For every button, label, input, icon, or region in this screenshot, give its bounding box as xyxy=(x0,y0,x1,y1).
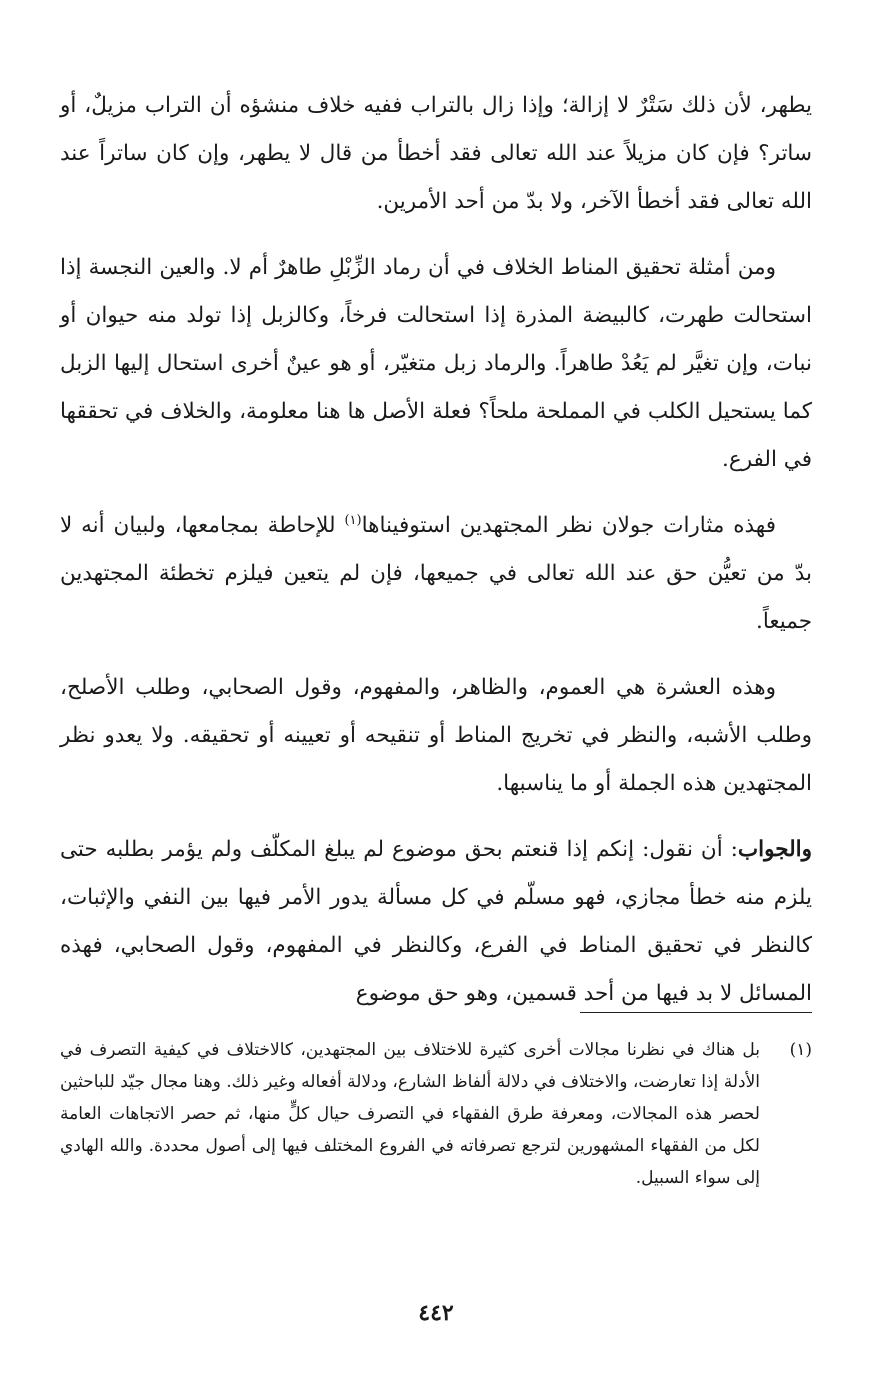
book-page xyxy=(60,82,812,1372)
paragraph-2: ومن أمثلة تحقيق المناط الخلاف في أن رماد الزِّبْلِ طاهرٌ أم لا. والعين النجسة إذا استحالت طهرت، كالبيضة المذرة إذا استحالت فرخاً، وكالزبل إذا تولد منه حيوان أو نبات، وإن تغيَّر لم يَعُدْ طاهراً. والرماد زبل متغيّر، أو هو عينٌ أخرى استحال إليها الزبل كما يستحيل الكلب في المملحة ملحاً؟ فعلة الأصل ها هنا معلومة، والخلاف في تحققها في الفرع. xyxy=(60,255,812,472)
paragraph-3 xyxy=(60,502,812,646)
main-text xyxy=(60,82,812,1018)
paragraph-3-text-end: للإحاطة بمجامعها، ولبيان أنه لا بدّ من تعيُّن حق عند الله تعالى في جميعها، فإن لم يتعين فيلزم تخطئة المجتهدين جميعاً. xyxy=(60,513,812,634)
paragraph-5 xyxy=(60,826,812,1018)
footnote-marker: (١) xyxy=(789,1040,812,1060)
paragraph-3-text-start: فهذه مثارات جولان نظر المجتهدين استوفيناها xyxy=(361,513,776,538)
paragraph-5-text: : أن نقول: إنكم إذا قنعتم بحق موضوع لم يبلغ المكلّف ولم يؤمر بطلبه حتى يلزم منه خطأ مجازي، فهو مسلّم في كل مسألة يدور الأمر فيها بين النفي والإثبات، كالنظر في تحقيق المناط في الفرع، وكالنظر في المفهوم، وقول الصحابي، فهذه المسائل لا بد فيها من أحد قسمين، وهو حق موضوع xyxy=(60,837,812,1006)
page-number: ٤٤٢ xyxy=(418,1300,454,1326)
answer-lead-word: والجواب xyxy=(737,837,812,862)
footnote-reference[interactable]: (١) xyxy=(344,512,362,528)
footnote-separator xyxy=(580,1012,812,1013)
paragraph-1: يطهر، لأن ذلك سَتْرٌ لا إزالة؛ وإذا زال بالتراب ففيه خلاف منشؤه أن التراب مزيلٌ، أو ساتر؟ فإن كان مزيلاً عند الله تعالى فقد أخطأ من قال لا يطهر، وإن كان ساتراً عند الله تعالى فقد أخطأ الآخر، ولا بدّ من أحد الأمرين. xyxy=(60,93,812,214)
paragraph-4: وهذه العشرة هي العموم، والظاهر، والمفهوم، وقول الصحابي، وطلب الأصلح، وطلب الأشبه، والنظر في تخريج المناط أو تنقيحه أو تعيينه أو تحقيقه. ولا يعدو نظر المجتهدين هذه الجملة أو ما يناسبها. xyxy=(60,675,812,796)
footnotes-section xyxy=(60,1034,812,1194)
footnote-text: بل هناك في نظرنا مجالات أخرى كثيرة للاختلاف بين المجتهدين، كالاختلاف في كيفية التصرف في الأدلة إذا تعارضت، والاختلاف في دلالة ألفاظ الشارع، ودلالة أفعاله وغير ذلك. وهنا مجال جيّد للباحثين لحصر هذه المجالات، ومعرفة طرق الفقهاء في التصرف حيال كلٍّ منها، ثم حصر الاتجاهات العامة لكل من الفقهاء المشهورين لترجع تصرفاته في الفروع المختلف فيها إلى أصول محددة. والله الهادي إلى سواء السبيل. xyxy=(60,1040,760,1188)
footnote-1 xyxy=(60,1034,812,1194)
